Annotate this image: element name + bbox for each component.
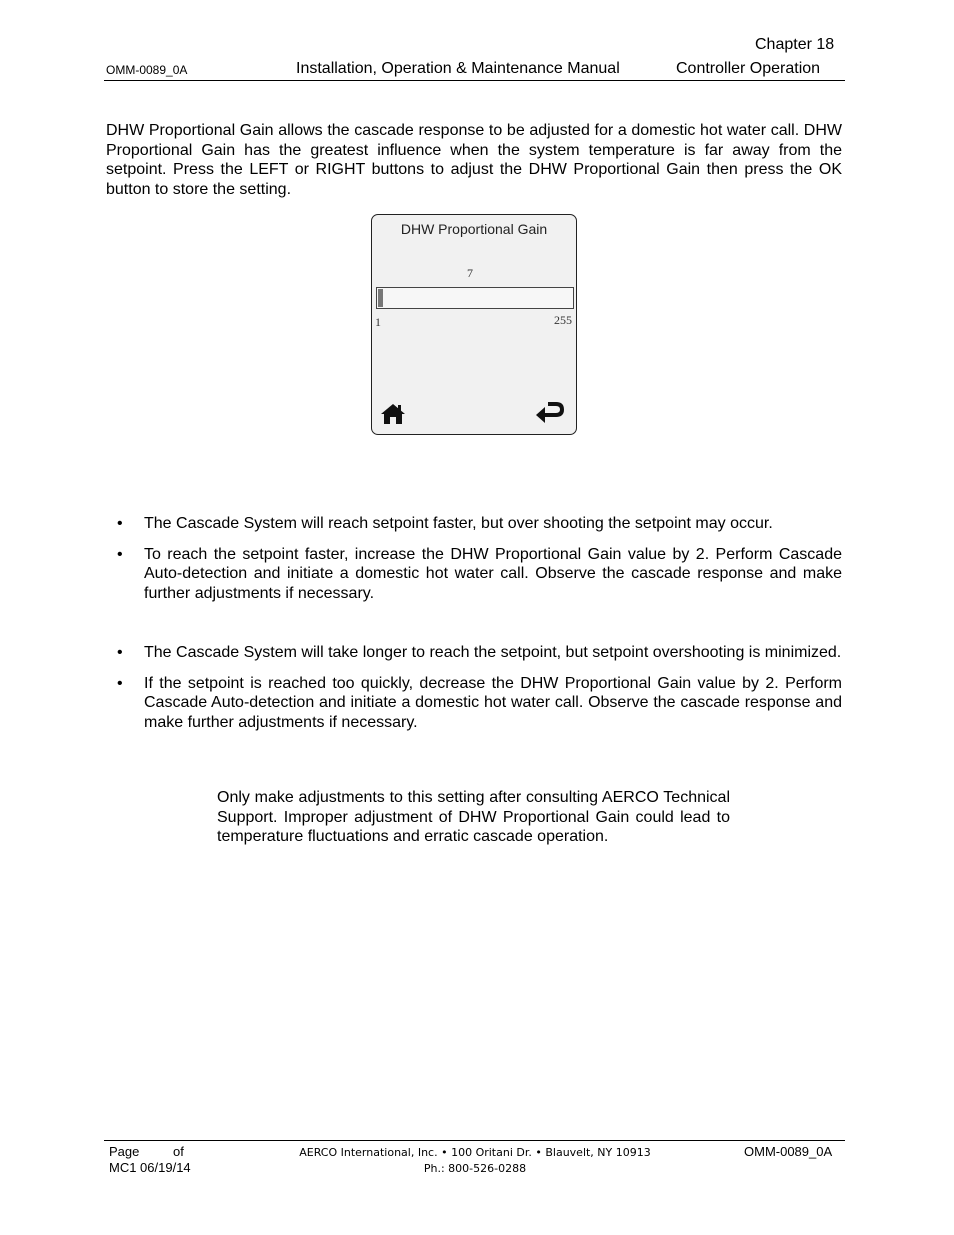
footer-revision: MC1 06/19/14	[109, 1160, 191, 1175]
bullet-symbol: •	[117, 674, 123, 692]
list-item	[106, 514, 842, 534]
slider-max-label: 255	[554, 313, 572, 327]
footer-doc-number: OMM-0089_0A	[744, 1144, 833, 1159]
list-item-text: To reach the setpoint faster, increase the DHW Proportional Gain value by 2. Perform Cascade Auto-detection and initiate a domestic hot water call. Observe the cascade response and make further adjustments if necessary.	[144, 545, 842, 603]
footer-of-label: of	[173, 1144, 184, 1159]
list-item	[106, 643, 842, 663]
section-title: Controller Operation	[676, 60, 821, 77]
bullet-symbol: •	[117, 545, 123, 563]
footer-address-line1: AERCO International, Inc. • 100 Oritani Dr. • Blauvelt, NY 10913	[299, 1146, 651, 1159]
return-arrow-icon[interactable]	[534, 402, 566, 426]
chapter-label: Chapter 18	[755, 36, 835, 53]
header-divider	[104, 80, 845, 81]
footer-address	[260, 1145, 690, 1177]
slider-min-label: 1	[375, 315, 381, 329]
home-icon[interactable]	[380, 402, 406, 426]
list-item-text: The Cascade System will reach setpoint faster, but over shooting the setpoint may occur.	[144, 515, 773, 532]
footer-phone: Ph.: 800-526-0288	[423, 1162, 527, 1175]
list-item-text: If the setpoint is reached too quickly, decrease the DHW Proportional Gain value by 2. Perform Cascade Auto-detection and initiate a domestic hot water call. Observe the cascade response and make further adjustments if necessary.	[144, 674, 842, 732]
increase-gain-list	[106, 514, 842, 615]
controller-screen	[371, 214, 577, 435]
list-item	[106, 545, 842, 604]
intro-paragraph: DHW Proportional Gain allows the cascade response to be adjusted for a domestic hot water call. DHW Proportional Gain has the greatest influence when the system temperature is far away from the setpoint. Press the LEFT or RIGHT buttons to adjust the DHW Proportional Gain then press the OK button to store the setting.	[106, 122, 842, 199]
list-item	[106, 674, 842, 733]
gain-slider-fill	[378, 289, 383, 307]
caution-note: Only make adjustments to this setting after consulting AERCO Technical Support. Improper adjustment of DHW Proportional Gain could lead to temperature fluctuations and erratic cascade operation.	[217, 789, 730, 846]
screen-title: DHW Proportional Gain	[400, 221, 548, 237]
bullet-symbol: •	[117, 515, 123, 532]
footer-page-label: Page	[109, 1144, 140, 1159]
decrease-gain-list	[106, 643, 842, 744]
bullet-symbol: •	[117, 644, 123, 661]
list-item-text: The Cascade System will take longer to reach the setpoint, but setpoint overshooting is minimized.	[144, 644, 842, 661]
gain-slider[interactable]	[376, 287, 574, 309]
header-doc-number: OMM-0089_0A	[106, 63, 188, 77]
footer-divider	[104, 1140, 845, 1141]
manual-title: Installation, Operation & Maintenance Manual	[296, 60, 620, 77]
gain-value: 7	[467, 266, 473, 280]
